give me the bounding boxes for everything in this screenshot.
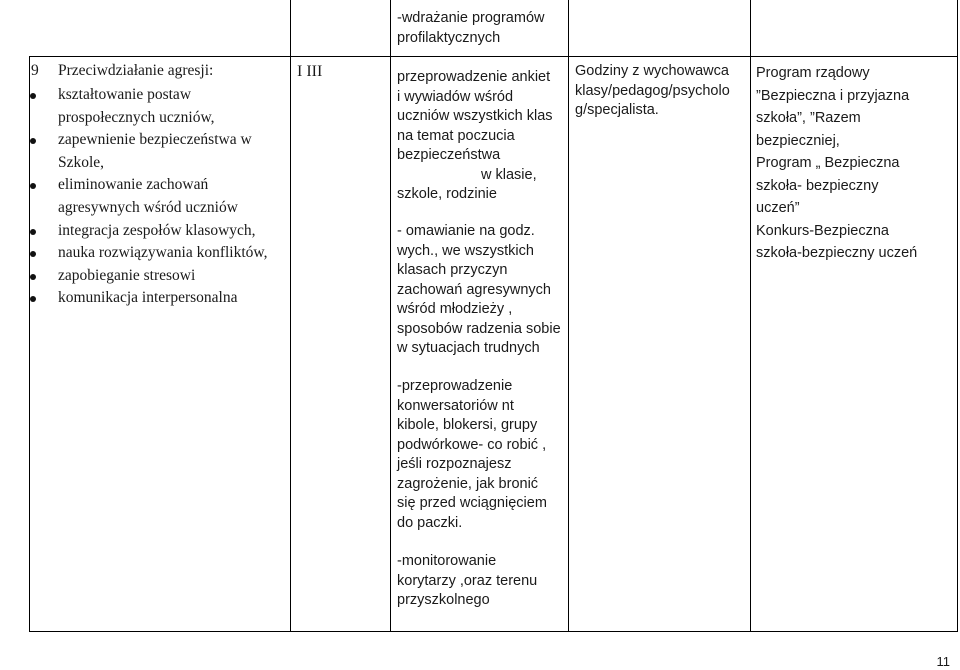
list-item: zapewnienie bezpieczeństwa w Szkole, [30,129,288,174]
activity-survey-end: szkole, rodzinie [397,186,497,202]
activity-monitoring: -monitorowanie korytarzy ,oraz terenu przyszkolnego [397,553,538,608]
table-border-right [957,0,958,632]
term-cell: I III [297,63,323,80]
bullet-icon [30,183,36,189]
table-border-bottom [29,631,958,632]
table-divider-3 [568,0,569,632]
activity-seminars: -przeprowadzenie konwersatoriów nt kibole, blokersi, grupy podwórkowe- co robić , jeśli rozpoznajesz zagrożenie, jak bronić się przed wciągnięciem do paczki. [397,378,547,531]
table-divider-2 [390,0,391,632]
bullet-icon [30,296,36,302]
bullet-icon [30,138,36,144]
list-item: eliminowanie zachowań agresywnych wśród uczniów [30,174,288,219]
list-item: komunikacja interpersonalna [30,287,288,310]
list-item: zapobieganie stresowi [30,265,288,288]
page-number: 11 [936,654,950,669]
activity-continuation: -wdrażanie programów profilaktycznych [397,10,545,46]
responsible-cell: Godziny z wychowawca klasy/pedagog/psycholo g/specjalista. [575,63,730,118]
activity-survey-tail: w klasie, [481,167,537,183]
programs-cell: Program rządowy ”Bezpieczna i przyjazna szkoła”, ”Razem bezpieczniej, Program „ Bezpieczna szkoła- bezpieczny uczeń” Konkurs-Bezpieczna szkoła-bezpieczny uczeń [756,65,918,261]
row-number: 9 [31,62,39,79]
bullet-icon [30,229,36,235]
category-title: Przeciwdziałanie agresji: [58,62,214,79]
activity-survey: przeprowadzenie ankiet i wywiadów wśród uczniów wszystkich klas na temat poczucia bezpieczeństwa [397,69,553,163]
category-list [30,84,288,310]
bullet-icon [30,93,36,99]
list-item: nauka rozwiązywania konfliktów, [30,242,288,265]
bullet-icon [30,274,36,280]
bullet-icon [30,251,36,257]
row-separator [29,56,958,57]
list-item: integracja zespołów klasowych, [30,220,288,243]
activity-discussion: - omawianie na godz. wych., we wszystkich klasach przyczyn zachowań agresywnych wśród młodzieży , sposobów radzenia sobie w sytuacjach trudnych [397,223,561,356]
list-item: kształtowanie postaw prospołecznych uczniów, [30,84,288,129]
table-divider-1 [290,0,291,632]
table-divider-4 [750,0,751,632]
